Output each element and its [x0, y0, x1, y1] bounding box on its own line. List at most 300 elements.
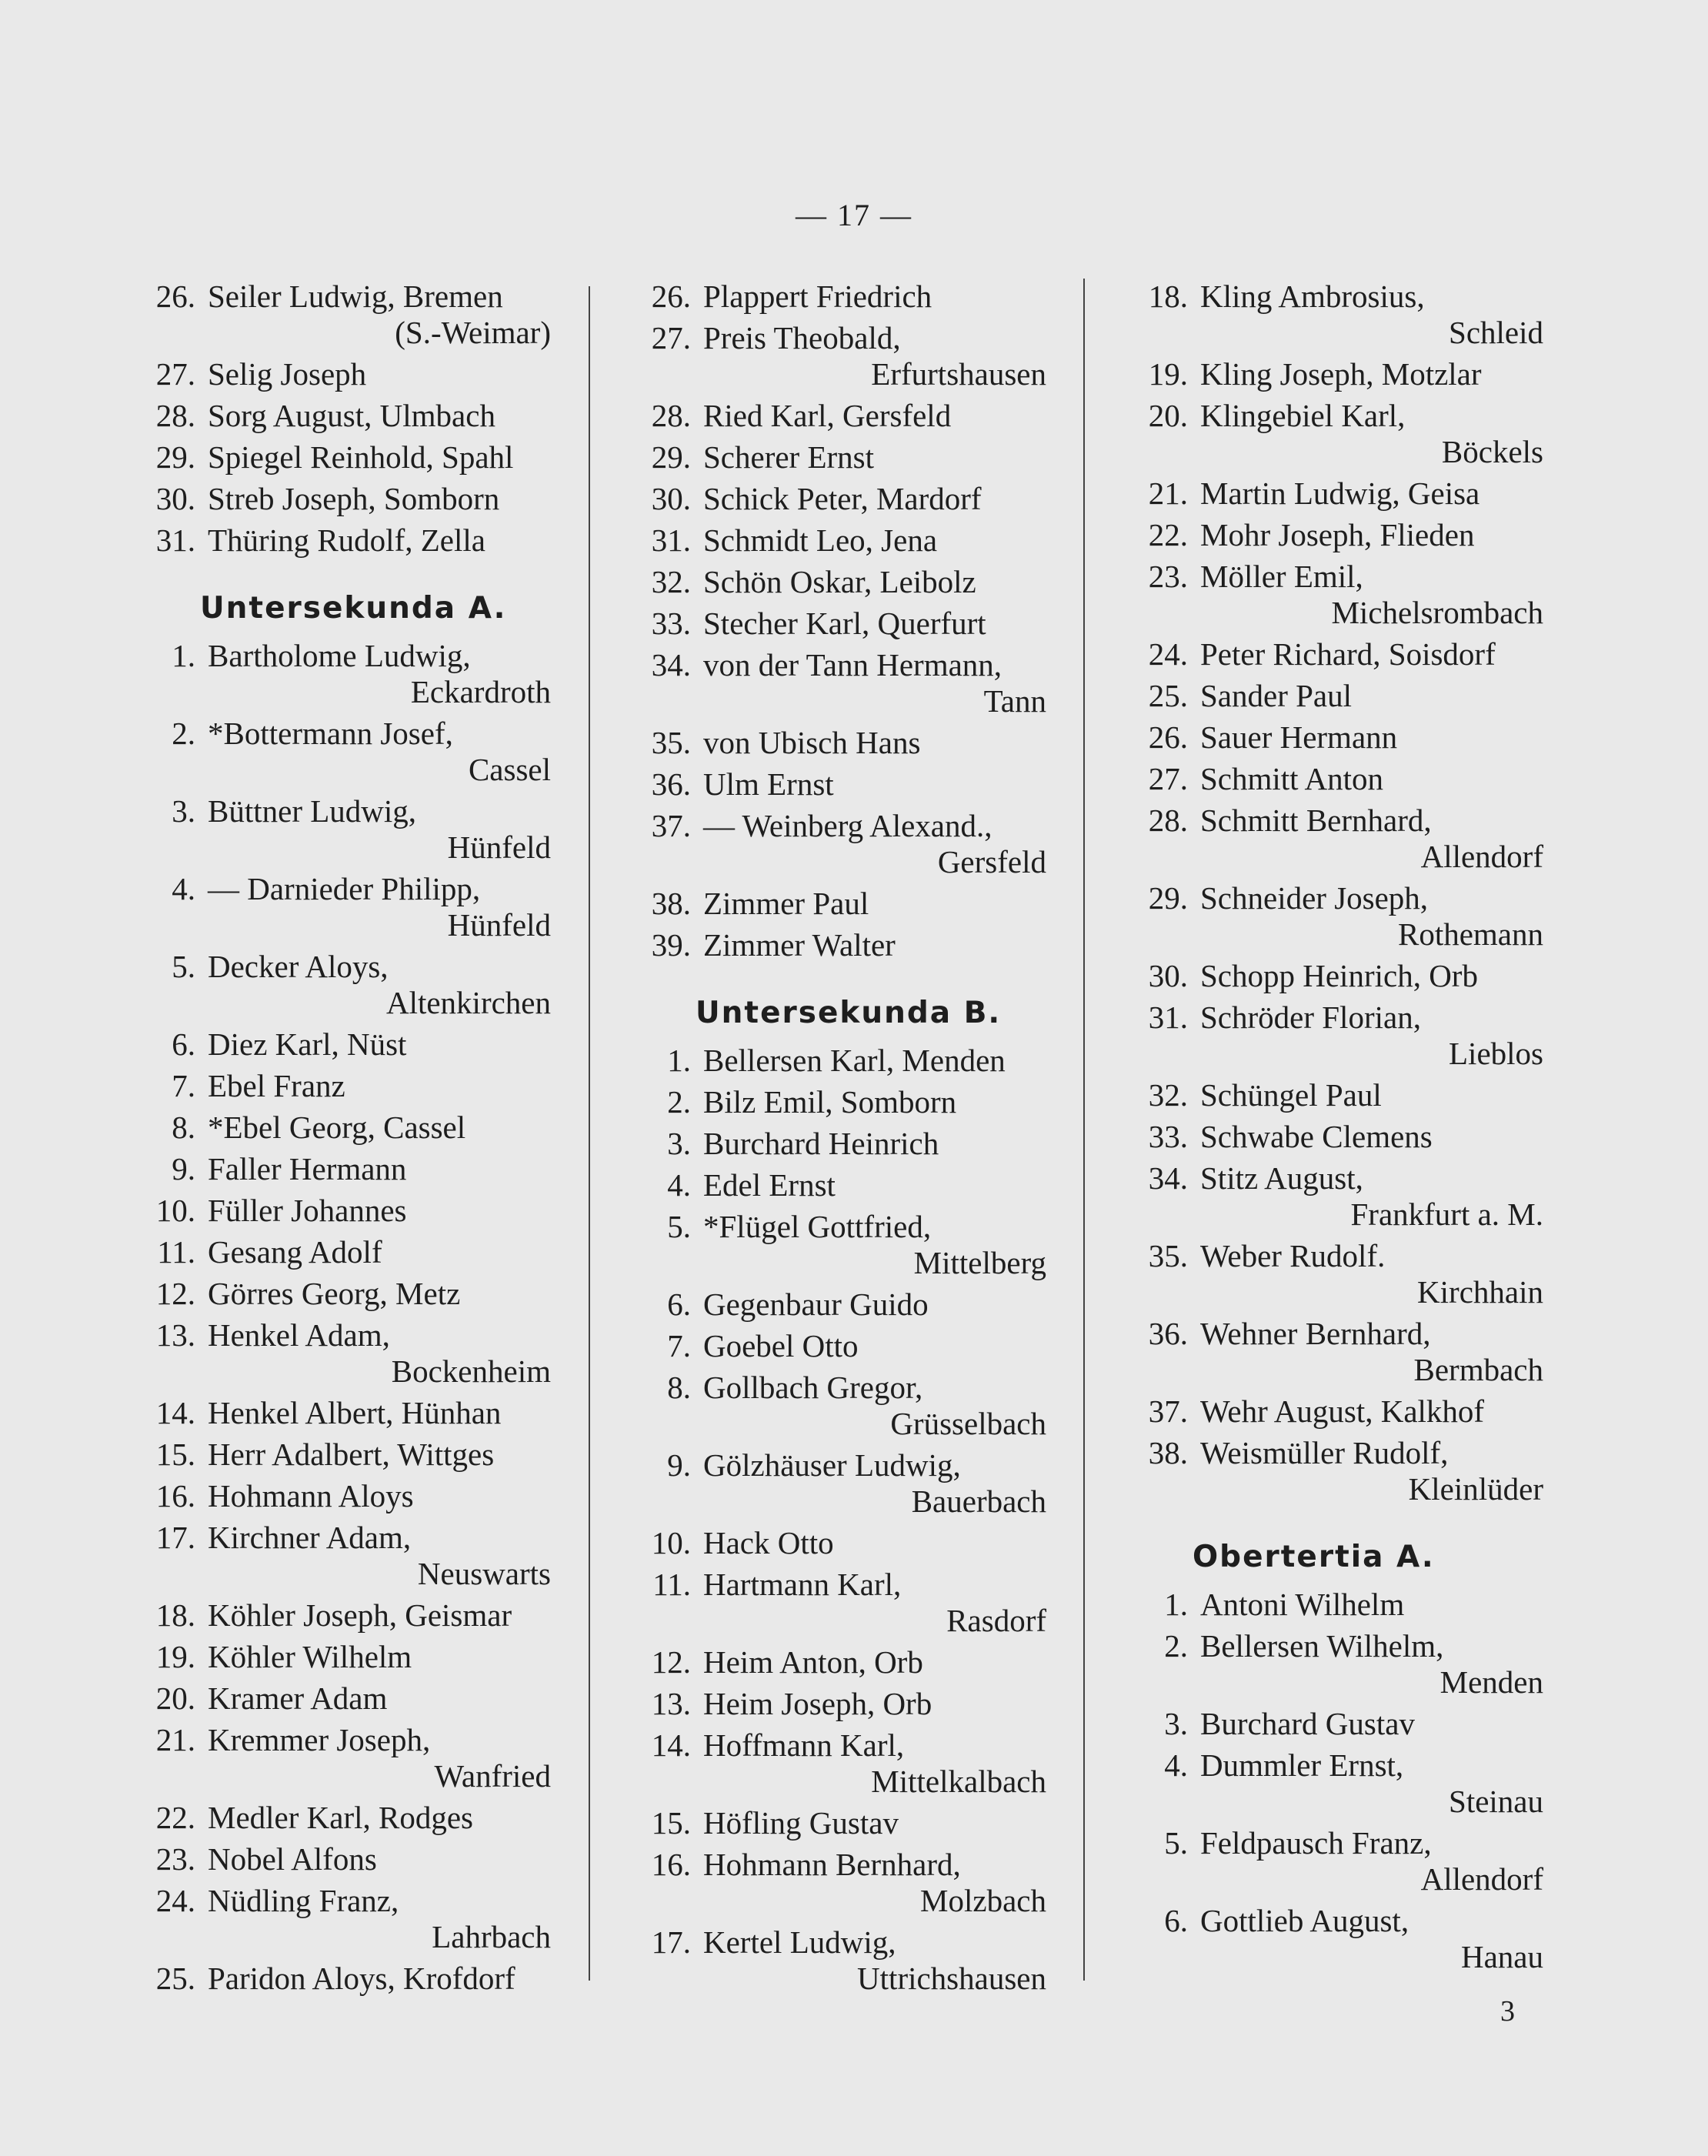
- column-divider: [1083, 279, 1085, 1981]
- student-entry: [1128, 719, 1543, 756]
- student-name: Schmidt Leo, Jena: [703, 522, 938, 558]
- entry-number: 9.: [172, 1151, 195, 1186]
- student-entry: [1128, 1903, 1543, 1975]
- entry-number: 4.: [172, 871, 195, 906]
- student-name: Stecher Karl, Querfurt: [703, 606, 986, 641]
- column-1: [135, 279, 551, 2002]
- student-name: Gottlieb August,: [1200, 1903, 1409, 1938]
- student-name: Kramer Adam: [208, 1680, 388, 1716]
- hometown-continuation: Neuswarts: [417, 1556, 551, 1591]
- entry-number: 19.: [1148, 356, 1188, 392]
- student-name: Plappert Friedrich: [703, 279, 932, 314]
- student-entry: [135, 1317, 551, 1390]
- student-name: Füller Johannes: [208, 1193, 407, 1228]
- student-entry: [631, 1167, 1046, 1203]
- student-name: Decker Aloys,: [208, 949, 389, 984]
- student-entry: [1128, 958, 1543, 994]
- student-name: Hack Otto: [703, 1525, 834, 1560]
- entry-number: 31.: [651, 522, 691, 558]
- student-name: Schneider Joseph,: [1200, 880, 1429, 916]
- entry-number: 4.: [667, 1167, 691, 1203]
- hometown-continuation: Allendorf: [1420, 839, 1543, 874]
- hometown-continuation: Gersfeld: [937, 844, 1046, 879]
- student-entry: [631, 766, 1046, 803]
- hometown-continuation: Tann: [983, 683, 1046, 719]
- student-name: Weismüller Rudolf,: [1200, 1435, 1449, 1470]
- hometown-continuation: Allendorf: [1420, 1861, 1543, 1897]
- hometown-continuation: Mittelkalbach: [871, 1764, 1046, 1799]
- entry-number: 7.: [172, 1068, 195, 1103]
- student-entry: [1128, 678, 1543, 714]
- student-entry: [1128, 761, 1543, 797]
- student-name: *Flügel Gottfried,: [703, 1209, 932, 1244]
- entry-number: 13.: [155, 1317, 195, 1353]
- student-entry: [135, 1961, 551, 1997]
- entry-number: 14.: [651, 1727, 691, 1763]
- student-name: — Weinberg Alexand.,: [703, 808, 992, 843]
- entry-number: 24.: [155, 1883, 195, 1918]
- entry-number: 9.: [667, 1447, 691, 1483]
- entry-number: 1.: [1164, 1587, 1188, 1622]
- entry-number: 25.: [1148, 678, 1188, 713]
- hometown-continuation: Hünfeld: [447, 907, 551, 943]
- student-name: Peter Richard, Soisdorf: [1200, 636, 1496, 672]
- entry-number: 26.: [155, 279, 195, 314]
- student-entry: [1128, 1706, 1543, 1742]
- student-name: Faller Hermann: [208, 1151, 407, 1186]
- student-entry: [631, 439, 1046, 476]
- student-entry: [631, 1644, 1046, 1680]
- student-entry: [135, 398, 551, 434]
- student-name: *Ebel Georg, Cassel: [208, 1110, 466, 1145]
- hometown-continuation: Grüsselbach: [890, 1406, 1046, 1441]
- student-entry: [135, 1841, 551, 1877]
- student-name: Schmitt Anton: [1200, 761, 1384, 796]
- student-name: Görres Georg, Metz: [208, 1276, 461, 1311]
- entry-number: 26.: [651, 279, 691, 314]
- student-name: Bilz Emil, Somborn: [703, 1084, 957, 1120]
- student-name: Kertel Ludwig,: [703, 1924, 896, 1960]
- student-name: Paridon Aloys, Krofdorf: [208, 1961, 515, 1996]
- entry-number: 19.: [155, 1639, 195, 1674]
- entry-number: 15.: [155, 1437, 195, 1472]
- student-name: Schick Peter, Mardorf: [703, 481, 982, 516]
- student-name: Feldpausch Franz,: [1200, 1825, 1432, 1861]
- student-entry: [135, 481, 551, 517]
- entry-number: 6.: [172, 1026, 195, 1062]
- student-entry: [135, 1234, 551, 1270]
- student-name: Kirchner Adam,: [208, 1520, 412, 1555]
- entry-number: 35.: [651, 725, 691, 760]
- hometown-continuation: Frankfurt a. M.: [1350, 1196, 1543, 1232]
- entry-number: 3.: [172, 793, 195, 829]
- student-entry: [631, 1805, 1046, 1841]
- hometown-continuation: Steinau: [1449, 1784, 1543, 1819]
- entry-number: 3.: [1164, 1706, 1188, 1741]
- student-name: Kremmer Joseph,: [208, 1722, 431, 1757]
- entry-number: 23.: [155, 1841, 195, 1877]
- entry-number: 12.: [155, 1276, 195, 1311]
- student-entry: [1128, 636, 1543, 672]
- hometown-continuation: Bermbach: [1413, 1352, 1543, 1387]
- entry-number: 21.: [155, 1722, 195, 1757]
- student-entry: [631, 927, 1046, 963]
- entry-number: 27.: [1148, 761, 1188, 796]
- entry-number: 11.: [652, 1567, 691, 1602]
- entry-number: 33.: [1148, 1119, 1188, 1154]
- student-entry: [1128, 1435, 1543, 1507]
- student-name: Hohmann Aloys: [208, 1478, 414, 1514]
- entry-number: 35.: [1148, 1238, 1188, 1273]
- student-entry: [1128, 1238, 1543, 1310]
- student-entry: [1128, 1825, 1543, 1897]
- entry-number: 10.: [155, 1193, 195, 1228]
- student-entry: [1128, 1316, 1543, 1388]
- student-name: Thüring Rudolf, Zella: [208, 522, 485, 558]
- student-entry: [631, 725, 1046, 761]
- entry-number: 34.: [651, 647, 691, 683]
- entry-number: 5.: [667, 1209, 691, 1244]
- student-entry: [631, 808, 1046, 880]
- entry-number: 16.: [651, 1847, 691, 1882]
- entry-number: 38.: [651, 886, 691, 921]
- student-entry: [135, 638, 551, 710]
- entry-number: 31.: [1148, 1000, 1188, 1035]
- entry-number: 17.: [155, 1520, 195, 1555]
- entry-number: 28.: [651, 398, 691, 433]
- student-entry: [631, 398, 1046, 434]
- entry-number: 24.: [1148, 636, 1188, 672]
- student-entry: [135, 1026, 551, 1063]
- hometown-continuation: Michelsrombach: [1331, 595, 1543, 630]
- student-entry: [135, 1193, 551, 1229]
- student-name: Sander Paul: [1200, 678, 1352, 713]
- student-entry: [631, 1686, 1046, 1722]
- entry-number: 33.: [651, 606, 691, 641]
- hometown-continuation: Böckels: [1441, 434, 1543, 469]
- entry-number: 28.: [1148, 803, 1188, 838]
- student-name: Spiegel Reinhold, Spahl: [208, 439, 514, 475]
- hometown-continuation: Molzbach: [920, 1883, 1046, 1918]
- entry-number: 30.: [1148, 958, 1188, 993]
- hometown-continuation: Kleinlüder: [1408, 1471, 1543, 1507]
- student-name: Schwabe Clemens: [1200, 1119, 1433, 1154]
- student-entry: [1128, 559, 1543, 631]
- entry-number: 17.: [651, 1924, 691, 1960]
- entry-number: 25.: [155, 1961, 195, 1996]
- student-entry: [1128, 279, 1543, 351]
- class-heading: Untersekunda A.: [200, 591, 507, 626]
- entry-number: 29.: [1148, 880, 1188, 916]
- entry-number: 5.: [1164, 1825, 1188, 1861]
- hometown-continuation: Lieblos: [1449, 1036, 1543, 1071]
- student-name: von Ubisch Hans: [703, 725, 921, 760]
- student-name: Bartholome Ludwig,: [208, 638, 471, 673]
- student-name: Hohmann Bernhard,: [703, 1847, 961, 1882]
- entry-number: 39.: [651, 927, 691, 963]
- hometown-continuation: Rothemann: [1397, 916, 1543, 952]
- student-entry: [631, 1043, 1046, 1079]
- hometown-continuation: Hünfeld: [447, 829, 551, 865]
- student-entry: [631, 886, 1046, 922]
- student-name: Henkel Albert, Hünhan: [208, 1395, 502, 1430]
- student-entry: [135, 439, 551, 476]
- entry-number: 30.: [651, 481, 691, 516]
- student-name: Heim Anton, Orb: [703, 1644, 923, 1680]
- student-entry: [631, 1209, 1046, 1281]
- entry-number: 8.: [667, 1370, 691, 1405]
- student-name: — Darnieder Philipp,: [208, 871, 481, 906]
- student-name: Wehner Bernhard,: [1200, 1316, 1431, 1351]
- entry-number: 20.: [1148, 398, 1188, 433]
- entry-number: 15.: [651, 1805, 691, 1841]
- hometown-continuation: Uttrichshausen: [857, 1961, 1046, 1996]
- hometown-continuation: Lahrbach: [432, 1919, 551, 1954]
- hometown-continuation: Wanfried: [434, 1758, 551, 1794]
- hometown-continuation: Kirchhain: [1417, 1274, 1543, 1310]
- student-entry: [135, 871, 551, 943]
- student-entry: [135, 1520, 551, 1592]
- entry-number: 16.: [155, 1478, 195, 1514]
- entry-number: 10.: [651, 1525, 691, 1560]
- student-name: Klingebiel Karl,: [1200, 398, 1406, 433]
- student-entry: [1128, 356, 1543, 392]
- student-name: Herr Adalbert, Wittges: [208, 1437, 495, 1472]
- entry-number: 11.: [157, 1234, 195, 1270]
- entry-number: 1.: [172, 638, 195, 673]
- student-name: Sorg August, Ulmbach: [208, 398, 495, 433]
- entry-number: 2.: [172, 716, 195, 751]
- student-name: Mohr Joseph, Flieden: [1200, 517, 1475, 552]
- student-name: Köhler Joseph, Geismar: [208, 1597, 512, 1633]
- student-name: Scherer Ernst: [703, 439, 874, 475]
- student-entry: [1128, 1393, 1543, 1430]
- student-name: Gölzhäuser Ludwig,: [703, 1447, 961, 1483]
- entry-number: 6.: [667, 1287, 691, 1322]
- student-entry: [135, 949, 551, 1021]
- entry-number: 18.: [155, 1597, 195, 1633]
- column-divider: [589, 286, 590, 1981]
- entry-number: 29.: [155, 439, 195, 475]
- student-name: Schmitt Bernhard,: [1200, 803, 1432, 838]
- entry-number: 14.: [155, 1395, 195, 1430]
- student-name: Kling Joseph, Motzlar: [1200, 356, 1482, 392]
- student-entry: [135, 1639, 551, 1675]
- student-name: Ebel Franz: [208, 1068, 345, 1103]
- student-name: Burchard Heinrich: [703, 1126, 939, 1161]
- hometown-continuation: Rasdorf: [946, 1603, 1046, 1638]
- hometown-continuation: (S.-Weimar): [395, 315, 551, 350]
- column-2: [631, 279, 1046, 2002]
- student-name: Diez Karl, Nüst: [208, 1026, 407, 1062]
- student-name: Nüdling Franz,: [208, 1883, 399, 1918]
- student-entry: [631, 1328, 1046, 1364]
- entry-number: 37.: [651, 808, 691, 843]
- student-name: Dummler Ernst,: [1200, 1747, 1404, 1783]
- entry-number: 18.: [1148, 279, 1188, 314]
- student-entry: [631, 1847, 1046, 1919]
- student-name: Seiler Ludwig, Bremen: [208, 279, 503, 314]
- entry-number: 2.: [667, 1084, 691, 1120]
- student-name: Preis Theobald,: [703, 320, 901, 355]
- student-entry: [1128, 398, 1543, 470]
- entry-number: 30.: [155, 481, 195, 516]
- class-heading: Untersekunda B.: [696, 996, 1002, 1030]
- entry-number: 6.: [1164, 1903, 1188, 1938]
- student-name: Gesang Adolf: [208, 1234, 382, 1270]
- signature-mark: 3: [1500, 1995, 1515, 2028]
- student-name: Gollbach Gregor,: [703, 1370, 923, 1405]
- student-name: Streb Joseph, Somborn: [208, 481, 500, 516]
- student-entry: [631, 564, 1046, 600]
- student-entry: [1128, 1077, 1543, 1113]
- entry-number: 1.: [667, 1043, 691, 1078]
- student-entry: [1128, 1119, 1543, 1155]
- student-name: Zimmer Paul: [703, 886, 869, 921]
- student-name: Ried Karl, Gersfeld: [703, 398, 952, 433]
- student-entry: [135, 1110, 551, 1146]
- student-entry: [1128, 1000, 1543, 1072]
- entry-number: 36.: [1148, 1316, 1188, 1351]
- student-name: Hartmann Karl,: [703, 1567, 902, 1602]
- student-entry: [631, 1727, 1046, 1800]
- student-name: Kling Ambrosius,: [1200, 279, 1425, 314]
- entry-number: 22.: [155, 1800, 195, 1835]
- student-entry: [631, 1525, 1046, 1561]
- student-name: Henkel Adam,: [208, 1317, 390, 1353]
- student-entry: [135, 522, 551, 559]
- entry-number: 3.: [667, 1126, 691, 1161]
- student-entry: [631, 1447, 1046, 1520]
- student-entry: [135, 1478, 551, 1514]
- entry-number: 21.: [1148, 476, 1188, 511]
- class-heading: Obertertia A.: [1193, 1540, 1435, 1574]
- entry-number: 12.: [651, 1644, 691, 1680]
- student-entry: [135, 356, 551, 392]
- hometown-continuation: Bauerbach: [911, 1484, 1046, 1519]
- student-name: Selig Joseph: [208, 356, 367, 392]
- student-entry: [631, 1126, 1046, 1162]
- student-name: Nobel Alfons: [208, 1841, 377, 1877]
- student-entry: [631, 1370, 1046, 1442]
- entry-number: 26.: [1148, 719, 1188, 755]
- entry-number: 7.: [667, 1328, 691, 1363]
- student-entry: [631, 1287, 1046, 1323]
- student-name: Antoni Wilhelm: [1200, 1587, 1405, 1622]
- student-entry: [631, 522, 1046, 559]
- student-entry: [1128, 1587, 1543, 1623]
- entry-number: 27.: [155, 356, 195, 392]
- student-name: Gegenbaur Guido: [703, 1287, 929, 1322]
- entry-number: 8.: [172, 1110, 195, 1145]
- student-entry: [631, 320, 1046, 392]
- student-name: Schopp Heinrich, Orb: [1200, 958, 1478, 993]
- student-entry: [135, 1722, 551, 1794]
- hometown-continuation: Erfurtshausen: [871, 356, 1046, 392]
- entry-number: 32.: [651, 564, 691, 599]
- student-entry: [631, 1567, 1046, 1639]
- entry-number: 13.: [651, 1686, 691, 1721]
- entry-number: 23.: [1148, 559, 1188, 594]
- student-name: Goebel Otto: [703, 1328, 859, 1363]
- student-name: Bellersen Wilhelm,: [1200, 1628, 1444, 1664]
- entry-number: 28.: [155, 398, 195, 433]
- student-entry: [135, 1395, 551, 1431]
- entry-number: 4.: [1164, 1747, 1188, 1783]
- hometown-continuation: Bockenheim: [391, 1353, 551, 1389]
- student-name: von der Tann Hermann,: [703, 647, 1002, 683]
- student-entry: [135, 1276, 551, 1312]
- student-name: Burchard Gustav: [1200, 1706, 1415, 1741]
- student-entry: [135, 1437, 551, 1473]
- student-entry: [135, 1883, 551, 1955]
- student-entry: [1128, 1628, 1543, 1700]
- student-name: Schröder Florian,: [1200, 1000, 1421, 1035]
- student-entry: [135, 1597, 551, 1634]
- entry-number: 20.: [155, 1680, 195, 1716]
- student-name: Schüngel Paul: [1200, 1077, 1382, 1113]
- page-number: — 17 —: [796, 198, 912, 232]
- student-name: Edel Ernst: [703, 1167, 836, 1203]
- student-entry: [1128, 803, 1543, 875]
- hometown-continuation: Altenkirchen: [385, 985, 551, 1020]
- student-name: Wehr August, Kalkhof: [1200, 1393, 1485, 1429]
- student-entry: [631, 606, 1046, 642]
- student-name: Möller Emil,: [1200, 559, 1363, 594]
- student-name: Weber Rudolf.: [1200, 1238, 1386, 1273]
- entry-number: 5.: [172, 949, 195, 984]
- student-entry: [1128, 1160, 1543, 1233]
- student-entry: [135, 1068, 551, 1104]
- hometown-continuation: Hanau: [1460, 1939, 1543, 1974]
- hometown-continuation: Mittelberg: [913, 1245, 1046, 1280]
- column-3: [1128, 279, 1543, 1981]
- student-entry: [631, 279, 1046, 315]
- student-name: Martin Ludwig, Geisa: [1200, 476, 1480, 511]
- student-entry: [631, 1084, 1046, 1120]
- student-name: Büttner Ludwig,: [208, 793, 417, 829]
- entry-number: 2.: [1164, 1628, 1188, 1664]
- student-entry: [135, 793, 551, 866]
- student-name: Höfling Gustav: [703, 1805, 899, 1841]
- student-name: Köhler Wilhelm: [208, 1639, 412, 1674]
- student-entry: [631, 647, 1046, 719]
- entry-number: 36.: [651, 766, 691, 802]
- student-name: Hoffmann Karl,: [703, 1727, 905, 1763]
- hometown-continuation: Eckardroth: [410, 674, 551, 709]
- student-name: Stitz August,: [1200, 1160, 1363, 1196]
- student-name: Zimmer Walter: [703, 927, 896, 963]
- student-entry: [135, 1680, 551, 1717]
- hometown-continuation: Schleid: [1449, 315, 1543, 350]
- entry-number: 27.: [651, 320, 691, 355]
- student-entry: [1128, 517, 1543, 553]
- entry-number: 31.: [155, 522, 195, 558]
- student-name: Ulm Ernst: [703, 766, 834, 802]
- student-name: Bellersen Karl, Menden: [703, 1043, 1006, 1078]
- entry-number: 34.: [1148, 1160, 1188, 1196]
- entry-number: 38.: [1148, 1435, 1188, 1470]
- student-name: Medler Karl, Rodges: [208, 1800, 473, 1835]
- student-entry: [1128, 880, 1543, 953]
- entry-number: 37.: [1148, 1393, 1188, 1429]
- student-name: Heim Joseph, Orb: [703, 1686, 932, 1721]
- student-entry: [135, 279, 551, 351]
- student-name: Schön Oskar, Leibolz: [703, 564, 976, 599]
- student-entry: [135, 716, 551, 788]
- entry-number: 32.: [1148, 1077, 1188, 1113]
- hometown-continuation: Menden: [1439, 1664, 1543, 1700]
